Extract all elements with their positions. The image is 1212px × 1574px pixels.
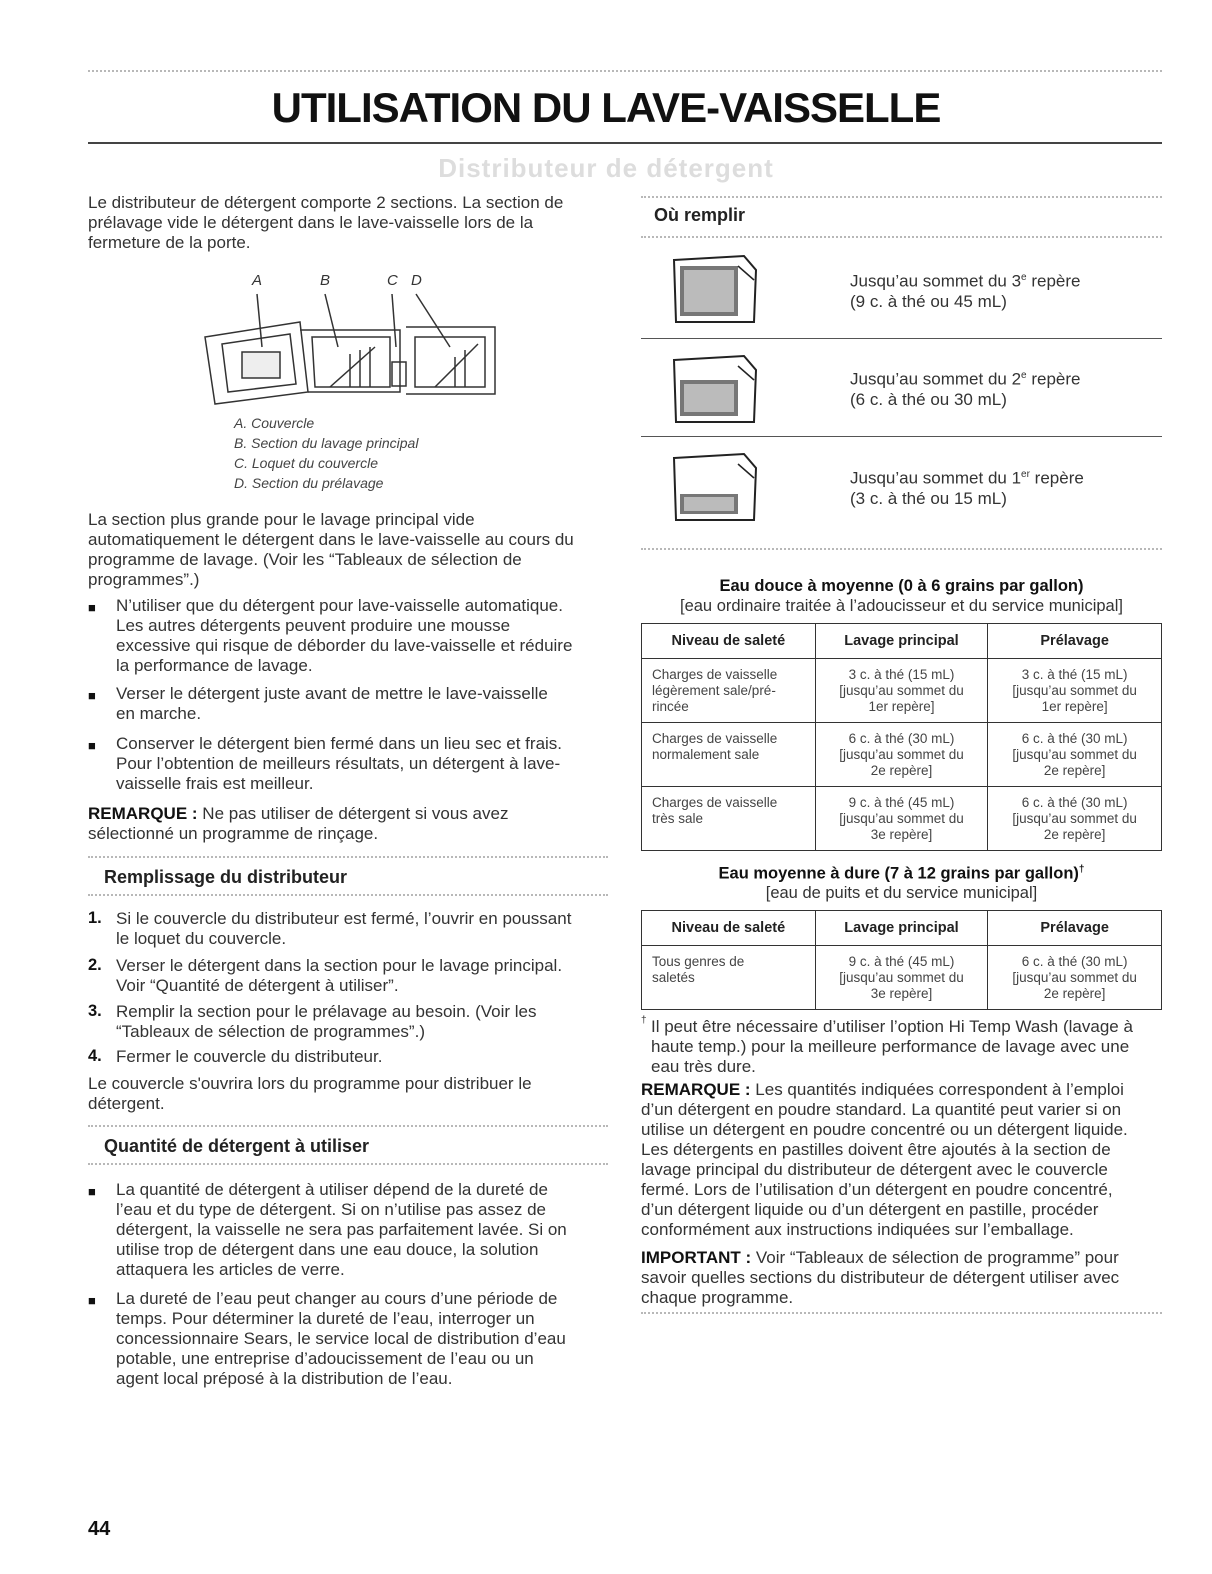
step-number: 3.: [88, 1002, 102, 1020]
footnote-mark: †: [641, 1015, 647, 1026]
bullet-icon: ■: [88, 688, 96, 703]
header-cell: Prélavage: [988, 624, 1162, 659]
table-cell: 9 c. à thé (45 mL) [jusqu’au sommet du 3e repère]: [815, 946, 988, 1010]
step-number: 4.: [88, 1047, 102, 1065]
table-row: [642, 723, 1162, 787]
header-cell: Lavage principal: [815, 911, 988, 946]
divider: [641, 236, 1162, 238]
table-cell: Charges de vaisselle très sale: [642, 787, 816, 851]
table-cell: 3 c. à thé (15 mL) [jusqu’au sommet du 1er repère]: [815, 659, 988, 723]
table-cell: 6 c. à thé (30 mL) [jusqu’au sommet du 2e repère]: [815, 723, 988, 787]
table-cell: 6 c. à thé (30 mL) [jusqu’au sommet du 2e repère]: [988, 946, 1162, 1010]
remark-label: REMARQUE :: [641, 1080, 751, 1099]
page-title: UTILISATION DU LAVE-VAISSELLE: [271, 84, 941, 131]
fill-level-2-icon: [668, 352, 760, 426]
dispenser-drawing: [200, 292, 500, 412]
table-cell: Tous genres de saletés: [642, 946, 816, 1010]
note-paragraph: REMARQUE : Ne pas utiliser de détergent si vous avez sélectionné un programme de rinçage.: [88, 804, 509, 843]
divider: [641, 436, 1162, 437]
bullet-item: Conserver le détergent bien fermé dans un lieu sec et frais. Pour l’obtention de meilleurs résultats, un détergent à lave- vaisselle frais est meilleur.: [116, 734, 563, 793]
header-cell: Niveau de saleté: [642, 624, 816, 659]
step-item: Si le couvercle du distributeur est fermé, l’ouvrir en poussant le loquet du couvercle.: [116, 909, 572, 948]
bullet-item: La quantité de détergent à utiliser dépend de la dureté de l’eau et du type de détergent. Si on n’utilise pas assez de détergent, la vaisselle ne sera pas parfaitement lavée. Si on utilise trop de détergent dans une eau douce, la solution attaquera les articles de verre.: [116, 1180, 567, 1279]
important-label: IMPORTANT :: [641, 1248, 752, 1267]
main-paragraph: La section plus grande pour le lavage principal vide automatiquement le détergent dans le lave-vaisselle au cours du programme de lavage. (Voir les “Tableaux de sélection de programmes”.): [88, 510, 574, 589]
header-cell: Lavage principal: [815, 624, 988, 659]
header-bottom-rule: [88, 142, 1162, 144]
header-cell: Niveau de saleté: [642, 911, 816, 946]
diagram-label-b: B: [320, 272, 331, 289]
header-cell: Prélavage: [988, 911, 1162, 946]
step-item: Fermer le couvercle du distributeur.: [116, 1047, 383, 1066]
bullet-icon: ■: [88, 600, 96, 615]
fill-level-1-icon: [668, 450, 760, 524]
diagram-captions: A. Couvercle B. Section du lavage principal C. Loquet du couvercle D. Section du prélavage: [234, 415, 419, 491]
step-number: 1.: [88, 909, 102, 927]
diagram-label-a: A: [252, 272, 263, 289]
footnote: Il peut être nécessaire d’utiliser l’option Hi Temp Wash (lavage à haute temp.) pour la meilleure performance de lavage avec une eau très dure.: [651, 1017, 1133, 1076]
bullet-icon: ■: [88, 1184, 96, 1199]
after-steps-paragraph: Le couvercle s'ouvrira lors du programme pour distribuer le détergent.: [88, 1074, 532, 1113]
table1-title: Eau douce à moyenne (0 à 6 grains par gallon): [719, 577, 1084, 595]
bullet-icon: ■: [88, 738, 96, 753]
divider: [641, 1312, 1162, 1314]
note-label: REMARQUE :: [88, 804, 198, 823]
diagram-label-c: C: [387, 272, 398, 289]
table-row: [642, 659, 1162, 723]
dispenser-diagram: [200, 272, 500, 412]
bullet-item: N’utiliser que du détergent pour lave-vaisselle automatique. Les autres détergents peuvent produire une mousse excessive qui risque de déborder du lave-vaisselle et réduire la performance de lavage.: [116, 596, 573, 675]
table2: [641, 910, 1162, 1010]
divider: [88, 856, 608, 858]
quantity-heading: Quantité de détergent à utiliser: [104, 1136, 370, 1156]
important-paragraph: IMPORTANT : Voir “Tableaux de sélection de programme” pour savoir quelles sections du distributeur de détergent utiliser avec chaque programme.: [641, 1248, 1120, 1307]
divider: [88, 894, 608, 896]
step-item: Verser le détergent dans la section pour le lavage principal. Voir “Quantité de détergent à utiliser”.: [116, 956, 563, 995]
table1-subtitle: [eau ordinaire traitée à l’adoucisseur et du service municipal]: [680, 597, 1123, 615]
intro-paragraph: Le distributeur de détergent comporte 2 sections. La section de prélavage vide le détergent dans le lave-vaisselle lors de la fermeture de la porte.: [88, 193, 564, 252]
fill-level-3-text: Jusqu’au sommet du 3e repère (9 c. à thé ou 45 mL): [850, 271, 1081, 311]
table-cell: 6 c. à thé (30 mL) [jusqu’au sommet du 2e repère]: [988, 723, 1162, 787]
divider: [641, 196, 1162, 198]
table-header-row: [642, 911, 1162, 946]
divider: [88, 1125, 608, 1127]
divider: [641, 338, 1162, 339]
where-heading: Où remplir: [654, 205, 746, 225]
table-cell: 9 c. à thé (45 mL) [jusqu’au sommet du 3e repère]: [815, 787, 988, 851]
table-cell: 6 c. à thé (30 mL) [jusqu’au sommet du 2e repère]: [988, 787, 1162, 851]
fill-level-2-text: Jusqu’au sommet du 2e repère (6 c. à thé ou 30 mL): [850, 369, 1081, 409]
table-header-row: [642, 624, 1162, 659]
fill-level-3-icon: [668, 252, 760, 326]
table-cell: Charges de vaisselle légèrement sale/pré- rincée: [642, 659, 816, 723]
divider: [641, 548, 1162, 550]
table-row: [642, 787, 1162, 851]
bullet-icon: ■: [88, 1293, 96, 1308]
divider: [88, 1163, 608, 1165]
table-cell: Charges de vaisselle normalement sale: [642, 723, 816, 787]
fill-heading: Remplissage du distributeur: [104, 867, 348, 887]
step-item: Remplir la section pour le prélavage au besoin. (Voir les “Tableaux de sélection de programmes”.): [116, 1002, 537, 1041]
bullet-item: Verser le détergent juste avant de mettre le lave-vaisselle en marche.: [116, 684, 548, 723]
table2-subtitle: [eau de puits et du service municipal]: [765, 884, 1038, 902]
table2-title: Eau moyenne à dure (7 à 12 grains par gallon)†: [718, 864, 1085, 883]
section-title: Distributeur de détergent: [438, 153, 774, 183]
fill-level-1-text: Jusqu’au sommet du 1er repère (3 c. à thé ou 15 mL): [850, 468, 1084, 508]
table1: [641, 623, 1162, 851]
page-number: 44: [88, 1518, 111, 1540]
step-number: 2.: [88, 956, 102, 974]
diagram-label-d: D: [411, 272, 422, 289]
bullet-item: La dureté de l’eau peut changer au cours d’une période de temps. Pour déterminer la dureté de l’eau, interroger un concessionnaire Sears, le service local de distribution d’eau potable, une entreprise d’adoucissement de l’eau ou un agent local préposé à la distribution de l’eau.: [116, 1289, 566, 1388]
table-row: [642, 946, 1162, 1010]
header-top-rule: [88, 70, 1162, 72]
table-cell: 3 c. à thé (15 mL) [jusqu’au sommet du 1er repère]: [988, 659, 1162, 723]
remark-paragraph: REMARQUE : Les quantités indiquées correspondent à l’emploi d’un détergent en poudre standard. La quantité peut varier si on utilise un détergent en poudre concentré ou un détergent liquide. Les détergents en pastilles doivent être ajoutés à la section de lavage principal du distributeur de détergent avec le couvercle fermé. Lors de l’utilisation d’un détergent en poudre concentré, d’un détergent liquide ou d’un détergent en pastille, procéder conformément aux instructions indiquées sur l’emballage.: [641, 1080, 1128, 1239]
